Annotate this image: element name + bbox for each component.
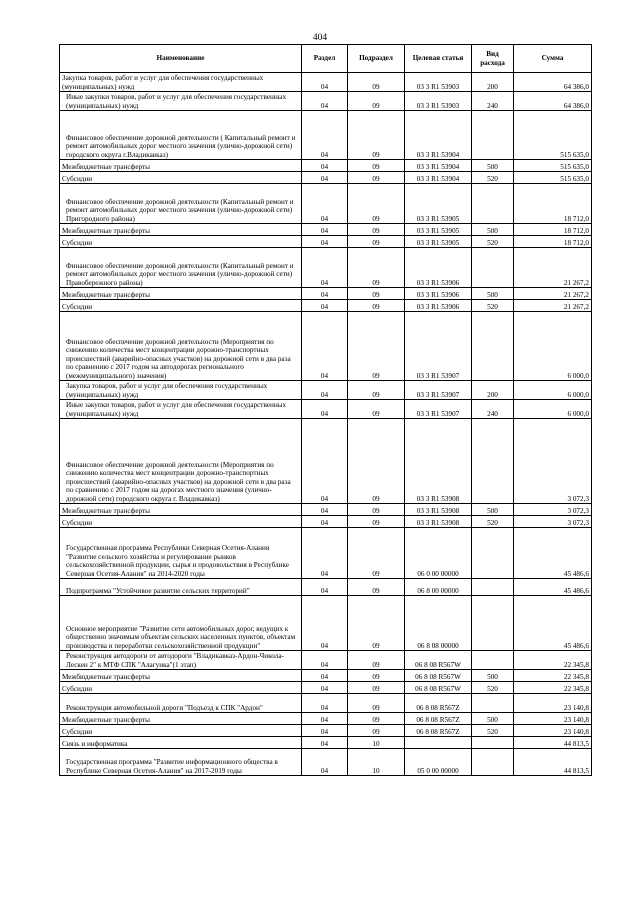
row-subsection: 09 xyxy=(348,248,405,288)
table-row xyxy=(60,670,592,682)
row-expense-type xyxy=(472,111,514,160)
row-name: Реконструкция автодороги от автодороги "Владикавказ-Ардон-Чикола-Лескен 2" к МТФ СПК "Алагуика"(1 этап) xyxy=(60,651,302,670)
row-name: Закупка товаров, работ и услуг для обеспечения государственных (муниципальных) нужд xyxy=(60,73,302,92)
table-row xyxy=(60,651,592,670)
row-name: Подпрограмма "Устойчивое развитие сельских территорий" xyxy=(60,579,302,596)
row-expense-type xyxy=(472,248,514,288)
row-target: 03 3 R1 53908 xyxy=(405,516,472,528)
row-subsection: 09 xyxy=(348,172,405,184)
row-section: 04 xyxy=(302,419,348,504)
row-name: Иные закупки товаров, работ и услуг для обеспечения государственных (муниципальных) нужд xyxy=(60,400,302,419)
row-sum: 3 072,3 xyxy=(514,504,592,516)
row-subsection: 10 xyxy=(348,737,405,749)
table-row xyxy=(60,236,592,248)
row-section: 04 xyxy=(302,160,348,172)
row-sum: 6 000,0 xyxy=(514,381,592,400)
row-section: 04 xyxy=(302,224,348,236)
row-name: Межбюджетные трансферты xyxy=(60,288,302,300)
row-name: Государственная программа Республики Северная Осетия-Алания "Развитие сельского хозяйства и регулирование рынков сельскохозяйственной продукции, сырья и продовольствия в Республике Северная Осетия-Алания" на 2014-2020 годы xyxy=(60,528,302,579)
row-name: Финансовое обеспечение дорожной деятельности (Капитальный ремонт и ремонт автомобильных дорог местного значения (улично-дорожной сети) Пригородного района) xyxy=(60,184,302,224)
row-name: Финансовое обеспечение дорожной деятельности (Мероприятия по снижению количества мест концентрации дорожно-транспортных происшествий (аварийно-опасных участков) на дорожной сети в два раза по сравнению с 2017 годом на автодорогах регионального (межмуниципального) значения) xyxy=(60,312,302,381)
row-target: 03 3 R1 53906 xyxy=(405,248,472,288)
table-row xyxy=(60,694,592,713)
row-name: Связь и информатика xyxy=(60,737,302,749)
row-expense-type: 500 xyxy=(472,670,514,682)
row-target: 03 3 R1 53905 xyxy=(405,236,472,248)
row-target: 03 3 R1 53908 xyxy=(405,419,472,504)
row-sum: 21 267,2 xyxy=(514,300,592,312)
row-target: 03 3 R1 53904 xyxy=(405,172,472,184)
row-name: Субсидии xyxy=(60,300,302,312)
row-expense-type: 200 xyxy=(472,73,514,92)
row-sum: 6 000,0 xyxy=(514,400,592,419)
row-name: Субсидии xyxy=(60,682,302,694)
row-subsection: 09 xyxy=(348,516,405,528)
row-name: Межбюджетные трансферты xyxy=(60,224,302,236)
row-subsection: 09 xyxy=(348,288,405,300)
row-expense-type xyxy=(472,579,514,596)
row-expense-type: 240 xyxy=(472,92,514,111)
row-target xyxy=(405,737,472,749)
row-expense-type: 520 xyxy=(472,300,514,312)
row-target: 03 3 R1 53904 xyxy=(405,111,472,160)
row-sum: 45 486,6 xyxy=(514,579,592,596)
row-sum: 515 635,0 xyxy=(514,160,592,172)
row-sum: 18 712,0 xyxy=(514,224,592,236)
row-subsection: 09 xyxy=(348,300,405,312)
row-subsection: 10 xyxy=(348,749,405,776)
row-expense-type xyxy=(472,694,514,713)
row-expense-type: 520 xyxy=(472,172,514,184)
row-sum: 44 813,5 xyxy=(514,737,592,749)
row-sum: 3 072,3 xyxy=(514,516,592,528)
row-name: Реконструкция автомобильной дороги "Подъезд к СПК "Ардон" xyxy=(60,694,302,713)
row-expense-type: 500 xyxy=(472,713,514,725)
table-body xyxy=(60,73,592,776)
row-subsection: 09 xyxy=(348,236,405,248)
row-name: Межбюджетные трансферты xyxy=(60,670,302,682)
row-expense-type: 200 xyxy=(472,381,514,400)
row-sum: 64 386,0 xyxy=(514,92,592,111)
row-section: 04 xyxy=(302,682,348,694)
row-expense-type xyxy=(472,651,514,670)
row-expense-type: 240 xyxy=(472,400,514,419)
row-name: Межбюджетные трансферты xyxy=(60,713,302,725)
table-row xyxy=(60,504,592,516)
row-sum: 18 712,0 xyxy=(514,236,592,248)
row-section: 04 xyxy=(302,670,348,682)
row-section: 04 xyxy=(302,172,348,184)
row-name: Субсидии xyxy=(60,725,302,737)
row-section: 04 xyxy=(302,596,348,651)
table-row xyxy=(60,400,592,419)
table-header-row xyxy=(60,45,592,73)
row-subsection: 09 xyxy=(348,651,405,670)
table-row xyxy=(60,73,592,92)
row-target: 06 8 08 00000 xyxy=(405,596,472,651)
table-row xyxy=(60,288,592,300)
row-sum: 6 000,0 xyxy=(514,312,592,381)
row-section: 04 xyxy=(302,694,348,713)
row-section: 04 xyxy=(302,737,348,749)
row-name: Субсидии xyxy=(60,172,302,184)
row-subsection: 09 xyxy=(348,713,405,725)
page-number: 404 xyxy=(312,33,328,43)
row-sum: 18 712,0 xyxy=(514,184,592,224)
row-target: 03 3 R1 53903 xyxy=(405,73,472,92)
row-subsection: 09 xyxy=(348,419,405,504)
row-section: 04 xyxy=(302,300,348,312)
row-sum: 3 072,3 xyxy=(514,419,592,504)
row-section: 04 xyxy=(302,516,348,528)
row-target: 03 3 R1 53904 xyxy=(405,160,472,172)
table-row xyxy=(60,725,592,737)
row-expense-type: 500 xyxy=(472,288,514,300)
row-subsection: 09 xyxy=(348,381,405,400)
row-name: Основное мероприятие "Развитие сети автомобильных дорог, ведущих к общественно значимым объектам сельских населенных пунктов, объектам производства и переработки сельскохозяйственной продукции" xyxy=(60,596,302,651)
row-sum: 22 345,8 xyxy=(514,651,592,670)
row-name: Финансовое обеспечение дорожной деятельности ( Капитальный ремонт и ремонт автомобильных дорог местного значения (улично-дорожной сети) городского округа г.Владикавказ) xyxy=(60,111,302,160)
row-sum: 23 140,8 xyxy=(514,694,592,713)
row-name: Иные закупки товаров, работ и услуг для обеспечения государственных (муниципальных) нужд xyxy=(60,92,302,111)
row-section: 04 xyxy=(302,713,348,725)
row-target: 06 8 08 R567Z xyxy=(405,694,472,713)
row-name: Межбюджетные трансферты xyxy=(60,160,302,172)
row-sum: 515 635,0 xyxy=(514,172,592,184)
table-row xyxy=(60,248,592,288)
row-subsection: 09 xyxy=(348,224,405,236)
table-row xyxy=(60,300,592,312)
row-target: 03 3 R1 53906 xyxy=(405,300,472,312)
row-sum: 22 345,8 xyxy=(514,682,592,694)
row-section: 04 xyxy=(302,504,348,516)
row-name: Закупка товаров, работ и услуг для обеспечения государственных (муниципальных) нужд xyxy=(60,381,302,400)
row-section: 04 xyxy=(302,184,348,224)
row-name: Государственная программа "Развитие информационного общества в Республике Северная Осетия-Алания" на 2017-2019 годы xyxy=(60,749,302,776)
table-row xyxy=(60,528,592,579)
row-subsection: 09 xyxy=(348,596,405,651)
row-subsection: 09 xyxy=(348,725,405,737)
table-row xyxy=(60,92,592,111)
row-section: 04 xyxy=(302,749,348,776)
row-name: Субсидии xyxy=(60,516,302,528)
row-expense-type xyxy=(472,312,514,381)
table-row xyxy=(60,596,592,651)
row-expense-type: 520 xyxy=(472,236,514,248)
row-expense-type: 500 xyxy=(472,504,514,516)
row-expense-type: 520 xyxy=(472,682,514,694)
row-section: 04 xyxy=(302,400,348,419)
row-section: 04 xyxy=(302,111,348,160)
row-expense-type xyxy=(472,596,514,651)
row-section: 04 xyxy=(302,579,348,596)
row-sum: 64 386,0 xyxy=(514,73,592,92)
row-target: 06 8 08 R567Z xyxy=(405,713,472,725)
row-subsection: 09 xyxy=(348,160,405,172)
row-subsection: 09 xyxy=(348,400,405,419)
row-sum: 21 267,2 xyxy=(514,288,592,300)
row-expense-type: 520 xyxy=(472,516,514,528)
table-row xyxy=(60,713,592,725)
row-subsection: 09 xyxy=(348,694,405,713)
table-row xyxy=(60,172,592,184)
row-subsection: 09 xyxy=(348,312,405,381)
row-subsection: 09 xyxy=(348,111,405,160)
table-row xyxy=(60,160,592,172)
row-subsection: 09 xyxy=(348,670,405,682)
row-subsection: 09 xyxy=(348,682,405,694)
row-target: 03 3 R1 53903 xyxy=(405,92,472,111)
row-sum: 23 140,8 xyxy=(514,713,592,725)
row-expense-type xyxy=(472,749,514,776)
row-target: 03 3 R1 53907 xyxy=(405,312,472,381)
row-name: Финансовое обеспечение дорожной деятельности (Мероприятия по снижению количества мест концентрации дорожно-транспортных происшествий (аварийно-опасных участков) на дорожной сети в два раза по сравнению с 2017 годом на дорогах местного значения (улично-дорожной сети) городского округа г. Владикавказ) xyxy=(60,419,302,504)
table-row xyxy=(60,224,592,236)
row-target: 03 3 R1 53907 xyxy=(405,400,472,419)
row-sum: 45 486,6 xyxy=(514,528,592,579)
row-section: 04 xyxy=(302,236,348,248)
row-expense-type: 500 xyxy=(472,160,514,172)
header-sum: Сумма xyxy=(514,45,592,73)
table-row xyxy=(60,737,592,749)
row-target: 03 3 R1 53907 xyxy=(405,381,472,400)
row-section: 04 xyxy=(302,288,348,300)
row-name: Финансовое обеспечение дорожной деятельности (Капитальный ремонт и ремонт автомобильных дорог местного значения (улично-дорожной сети) Правобережного района) xyxy=(60,248,302,288)
header-expense-type: Вид расхода xyxy=(472,45,514,73)
row-expense-type xyxy=(472,737,514,749)
header-section: Раздел xyxy=(302,45,348,73)
row-target: 03 3 R1 53908 xyxy=(405,504,472,516)
row-target: 06 0 00 00000 xyxy=(405,528,472,579)
row-target: 06 8 08 R567W xyxy=(405,651,472,670)
table-row xyxy=(60,682,592,694)
row-expense-type: 520 xyxy=(472,725,514,737)
row-sum: 45 486,6 xyxy=(514,596,592,651)
row-section: 04 xyxy=(302,651,348,670)
row-sum: 21 267,2 xyxy=(514,248,592,288)
table-row xyxy=(60,111,592,160)
row-expense-type xyxy=(472,184,514,224)
table-row xyxy=(60,381,592,400)
row-section: 04 xyxy=(302,381,348,400)
row-target: 06 8 08 R567Z xyxy=(405,725,472,737)
row-target: 06 8 00 00000 xyxy=(405,579,472,596)
header-subsection: Подраздел xyxy=(348,45,405,73)
row-section: 04 xyxy=(302,312,348,381)
table-row xyxy=(60,419,592,504)
row-expense-type xyxy=(472,528,514,579)
table-row xyxy=(60,516,592,528)
table-row xyxy=(60,579,592,596)
row-subsection: 09 xyxy=(348,73,405,92)
row-name: Межбюджетные трансферты xyxy=(60,504,302,516)
row-target: 03 3 R1 53906 xyxy=(405,288,472,300)
table-row xyxy=(60,749,592,776)
row-expense-type: 500 xyxy=(472,224,514,236)
row-target: 06 8 08 R567W xyxy=(405,682,472,694)
row-sum: 22 345,8 xyxy=(514,670,592,682)
row-subsection: 09 xyxy=(348,504,405,516)
table-row xyxy=(60,312,592,381)
row-name: Субсидии xyxy=(60,236,302,248)
row-sum: 23 140,8 xyxy=(514,725,592,737)
row-target: 06 8 08 R567W xyxy=(405,670,472,682)
budget-table xyxy=(59,44,592,776)
row-target: 03 3 R1 53905 xyxy=(405,224,472,236)
row-target: 05 0 00 00000 xyxy=(405,749,472,776)
row-section: 04 xyxy=(302,725,348,737)
row-sum: 515 635,0 xyxy=(514,111,592,160)
row-subsection: 09 xyxy=(348,184,405,224)
row-expense-type xyxy=(472,419,514,504)
row-section: 04 xyxy=(302,73,348,92)
row-section: 04 xyxy=(302,248,348,288)
row-section: 04 xyxy=(302,92,348,111)
row-target: 03 3 R1 53905 xyxy=(405,184,472,224)
row-section: 04 xyxy=(302,528,348,579)
row-subsection: 09 xyxy=(348,579,405,596)
row-subsection: 09 xyxy=(348,92,405,111)
table-row xyxy=(60,184,592,224)
header-name: Наименование xyxy=(60,45,302,73)
row-sum: 44 813,5 xyxy=(514,749,592,776)
row-subsection: 09 xyxy=(348,528,405,579)
header-target: Целевая статья xyxy=(405,45,472,73)
